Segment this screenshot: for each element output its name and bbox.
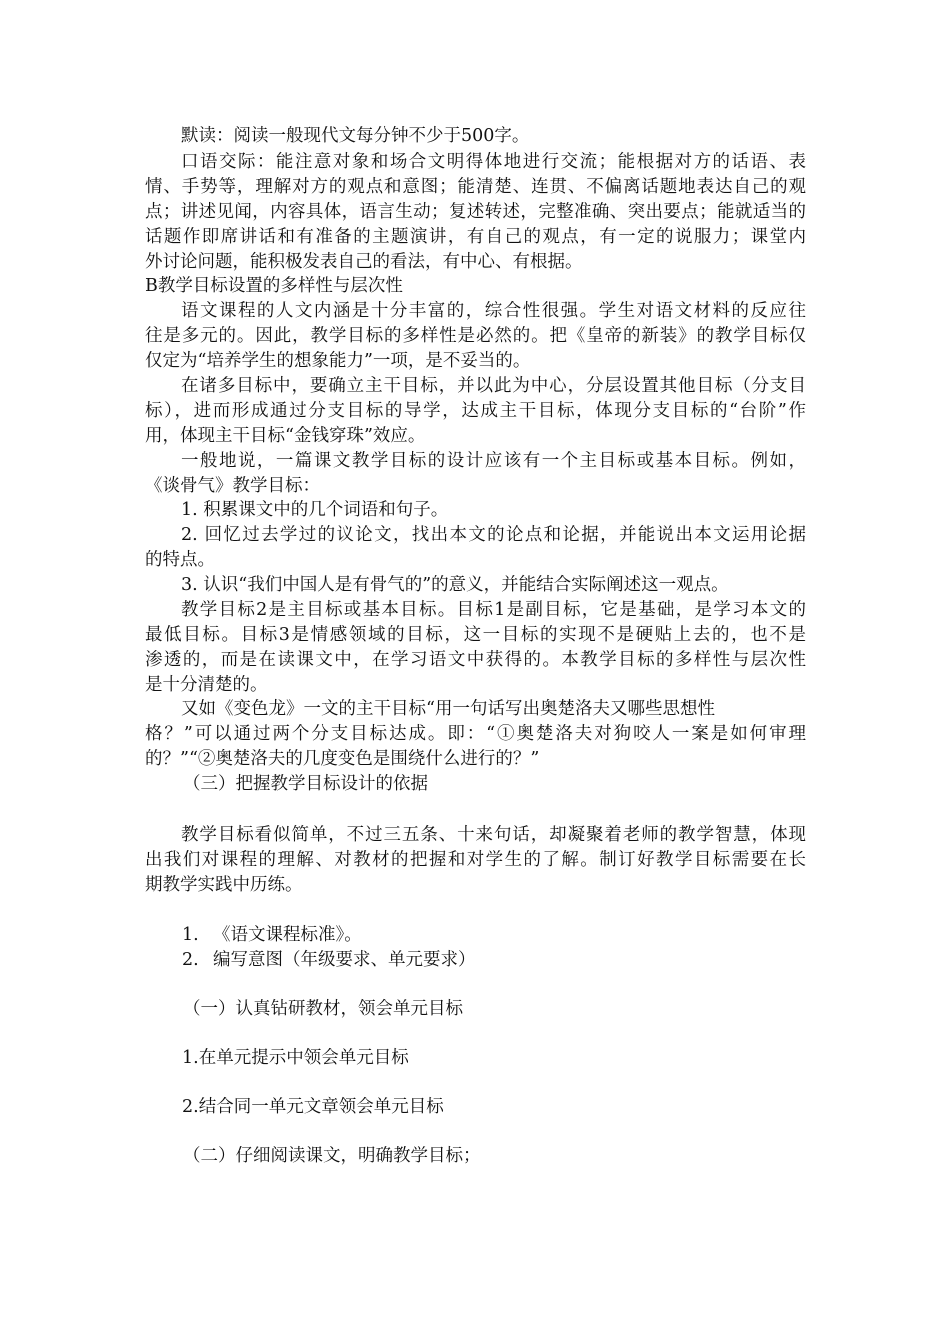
text-line: 渗透的，而是在读课文中，在学习语文中获得的。本教学目标的多样性与层次性	[145, 650, 806, 670]
section-heading: （二）仔细阅读课文，明确教学目标；	[183, 1146, 481, 1166]
text-line: 教学目标看似简单，不过三五条、十来句话，却凝聚着老师的教学智慧，体现	[181, 825, 806, 845]
text-line: 的特点。	[145, 550, 215, 570]
text-line: 仅定为“培养学生的想象能力”一项，是不妥当的。	[145, 351, 531, 371]
list-item: 《语文课程标准》。	[213, 925, 362, 945]
text-line: 话题作即席讲话和有准备的主题演讲，有自己的观点，有一定的说服力；课堂内	[145, 227, 806, 247]
text-line: 格？”可以通过两个分支目标达成。即：“①奥楚洛夫对狗咬人一案是如何审理	[145, 724, 806, 744]
list-item: 2. 回忆过去学过的议论文，找出本文的论点和论据，并能说出本文运用论据	[181, 525, 806, 545]
text-line: 往是多元的。因此，教学目标的多样性是必然的。把《皇帝的新装》的教学目标仅	[145, 326, 806, 346]
text-line: 出我们对课程的理解、对教材的把握和对学生的了解。制订好教学目标需要在长	[145, 850, 806, 870]
text-line: 教学目标2是主目标或基本目标。目标1是副目标，它是基础，是学习本文的	[181, 600, 806, 620]
text-line: 又如《变色龙》一文的主干目标“用一句话写出奥楚洛夫又哪些思想性	[181, 699, 715, 719]
text-line: 情、手势等，理解对方的观点和意图；能清楚、连贯、不偏离话题地表达自己的观	[145, 177, 806, 197]
text-line: 在诸多目标中，要确立主干目标，并以此为中心，分层设置其他目标（分支目	[181, 376, 806, 396]
section-heading: B教学目标设置的多样性与层次性	[145, 276, 403, 296]
text-line: 是十分清楚的。	[145, 675, 268, 695]
section-heading: （一）认真钻研教材，领会单元目标	[183, 999, 463, 1019]
list-item: 2.结合同一单元文章领会单元目标	[182, 1097, 444, 1117]
text-line: 默读：阅读一般现代文每分钟不少于500字。	[181, 126, 530, 146]
text-line: 标），进而形成通过分支目标的导学，达成主干目标，体现分支目标的“台阶”作	[145, 401, 806, 421]
list-item: 1. 积累课文中的几个词语和句子。	[181, 500, 449, 520]
text-line: 期教学实践中历练。	[145, 875, 303, 895]
list-item: 编写意图（年级要求、单元要求）	[213, 950, 476, 970]
text-line: 语文课程的人文内涵是十分丰富的，综合性很强。学生对语文材料的反应往	[181, 301, 806, 321]
text-line: 《谈骨气》教学目标：	[145, 476, 320, 496]
text-line: 的？”“②奥楚洛夫的几度变色是围绕什么进行的？”	[145, 749, 540, 769]
text-line: 外讨论问题，能积极发表自己的看法，有中心、有根据。	[145, 252, 583, 272]
section-heading: （三）把握教学目标设计的依据	[183, 774, 428, 794]
list-number: 1.	[182, 925, 199, 945]
list-item: 1.在单元提示中领会单元目标	[182, 1048, 409, 1068]
list-number: 2.	[182, 950, 199, 970]
list-item: 3. 认识“我们中国人是有骨气的”的意义，并能结合实际阐述这一观点。	[181, 575, 729, 595]
text-line: 点；讲述见闻，内容具体，语言生动；复述转述，完整准确、突出要点；能就适当的	[145, 202, 806, 222]
text-line: 最低目标。目标3是情感领域的目标，这一目标的实现不是硬贴上去的，也不是	[145, 625, 806, 645]
text-line: 用，体现主干目标“金钱穿珠”效应。	[145, 426, 426, 446]
text-line: 口语交际：能注意对象和场合文明得体地进行交流；能根据对方的话语、表	[181, 152, 806, 172]
text-line: 一般地说，一篇课文教学目标的设计应该有一个主目标或基本目标。例如，	[181, 451, 806, 471]
